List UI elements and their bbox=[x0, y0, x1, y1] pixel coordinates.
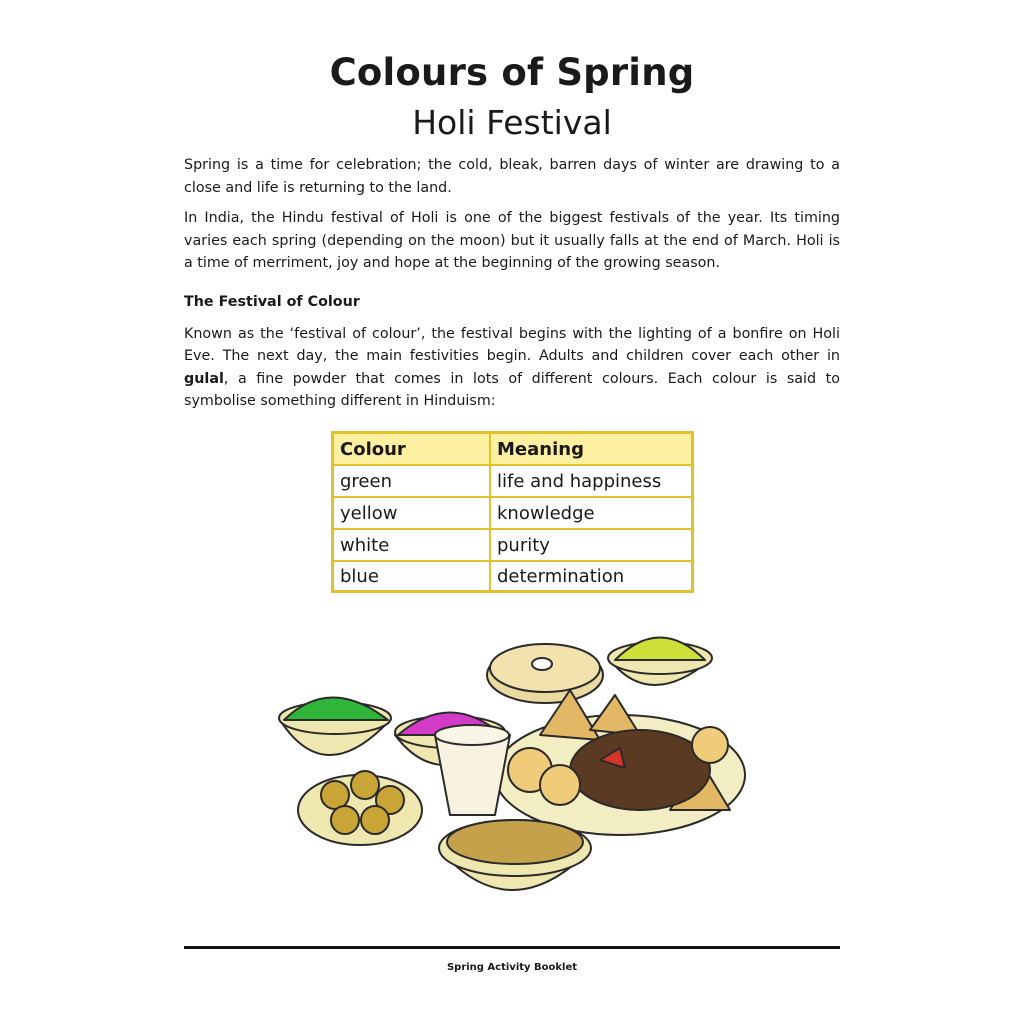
footer-divider bbox=[184, 946, 840, 949]
section-heading: The Festival of Colour bbox=[184, 293, 360, 310]
table-row bbox=[333, 465, 693, 497]
table-cell-meaning: purity bbox=[490, 529, 693, 561]
footer-text: Spring Activity Booklet bbox=[446, 962, 578, 973]
table-cell-colour: green bbox=[333, 465, 491, 497]
page-title: Colours of Spring bbox=[329, 51, 695, 94]
table-row bbox=[333, 561, 693, 592]
colour-meaning-table bbox=[331, 431, 694, 593]
chana-curry bbox=[570, 730, 710, 810]
intro-paragraph: Spring is a time for celebration; the cold, bleak, barren days of winter are drawing to a close and life is returning to the land. bbox=[184, 157, 840, 196]
gulal-term: gulal bbox=[184, 370, 224, 387]
gulal-paragraph bbox=[184, 323, 840, 413]
table-cell-colour: white bbox=[333, 529, 491, 561]
gulal-paragraph-start: Known as the ‘festival of colour’, the festival begins with the lighting of a bonfire on Holi Eve. The next day, the main festivities begin. Adults and children cover each other in bbox=[184, 325, 840, 364]
gulal-paragraph-end: , a fine powder that comes in lots of different colours. Each colour is said to symbolise something different in Hinduism: bbox=[184, 370, 840, 409]
page-subtitle: Holi Festival bbox=[412, 103, 612, 142]
table-cell-meaning: determination bbox=[490, 561, 693, 592]
table-header-meaning: Meaning bbox=[490, 433, 693, 466]
table-header-row bbox=[333, 433, 693, 466]
table-cell-colour: yellow bbox=[333, 497, 491, 529]
table-cell-colour: blue bbox=[333, 561, 491, 592]
holi-paragraph: In India, the Hindu festival of Holi is one of the biggest festivals of the year. Its timing varies each spring (depending on the moon) but it usually falls at the end of March. Holi is a time of merriment, joy and hope at the beginning of the growing season. bbox=[184, 210, 840, 271]
page-content bbox=[184, 48, 840, 421]
lassi-glass bbox=[435, 735, 510, 815]
table-header-colour: Colour bbox=[333, 433, 491, 466]
table-row bbox=[333, 529, 693, 561]
table-cell-meaning: life and happiness bbox=[490, 465, 693, 497]
table-row bbox=[333, 497, 693, 529]
table-cell-meaning: knowledge bbox=[490, 497, 693, 529]
holi-food-and-colour-powder-illustration bbox=[270, 620, 750, 920]
